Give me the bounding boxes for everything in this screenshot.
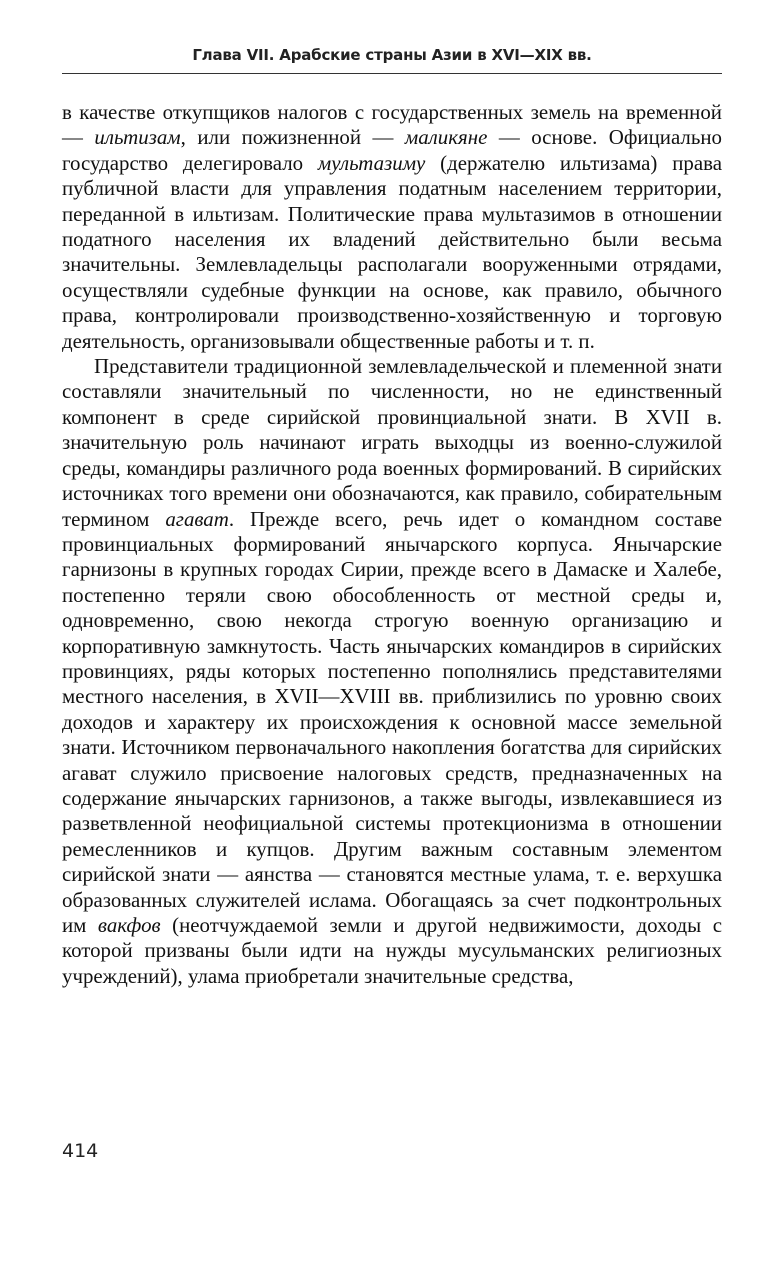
term-multazim: мультазиму bbox=[317, 150, 426, 175]
running-head: Глава VII. Арабские страны Азии в XVI—XIX вв. bbox=[192, 46, 592, 64]
header-rule bbox=[62, 73, 722, 74]
term-iltizam: ильтизам bbox=[94, 125, 181, 150]
term-agavat: агават bbox=[165, 506, 229, 531]
body-text bbox=[62, 100, 722, 989]
paragraph-2: Представители традиционной землевладельческой и племенной знати составляли значительный по численности, но не единственный компонент в среде сирийской провинциальной знати. В XVII в. значительную роль начинают играть выходцы из военно-служилой среды, командиры различного рода военных формирований. В сирийских источниках того времени они обозначаются, как правило, собирательным термином агават. Прежде всего, речь идет о командном составе провинциальных формирований янычарского корпуса. Янычарские гарнизоны в крупных городах Сирии, прежде всего в Дамаске и Халебе, постепенно теряли свою обособленность от местной среды и, одновременно, свою некогда строгую военную организацию и корпоративную замкнутость. Часть янычарских командиров в сирийских провинциях, ряды которых постепенно пополнялись представителями местного населения, в XVII—XVIII вв. приблизились по уровню своих доходов и характеру их происхождения к основной массе земельной знати. Источником первоначального накопления богатства для сирийских агават служило присвоение налоговых средств, предназначенных на содержание янычарских гарнизонов, а также выгоды, извлекавшиеся из разветвленной неофициальной системы протекционизма в отношении ремесленников и купцов. Другим важным составным элементом сирийской знати — аянства — становятся местные улама, т. е. верхушка образованных служителей ислама. Обогащаясь за счет подконтрольных им вакфов (неотчуждаемой земли и другой недвижимости, доходы с которой призваны были идти на нужды мусульманских религиозных учреждений), улама приобретали значительные средства, bbox=[62, 354, 722, 988]
page-number: 414 bbox=[62, 1140, 99, 1162]
paragraph-1: в качестве откупщиков налогов с государственных земель на временной — ильтизам, или пожизненной — маликяне — основе. Официально государство делегировало мультазиму (держателю ильтизама) права публичной власти для управления податным населением территории, переданной в ильтизам. Политические права мультазимов в отношении податного населения их владений действительно были весьма значительны. Землевладельцы располагали вооруженными отрядами, осуществляли судебные функции на основе, как правило, обычного права, контролировали производственно-хозяйственную и торговую деятельность, организовывали общественные работы и т. п. bbox=[62, 100, 722, 353]
term-malikyane: маликяне bbox=[404, 125, 488, 150]
term-vakf: вакфов bbox=[97, 913, 161, 937]
